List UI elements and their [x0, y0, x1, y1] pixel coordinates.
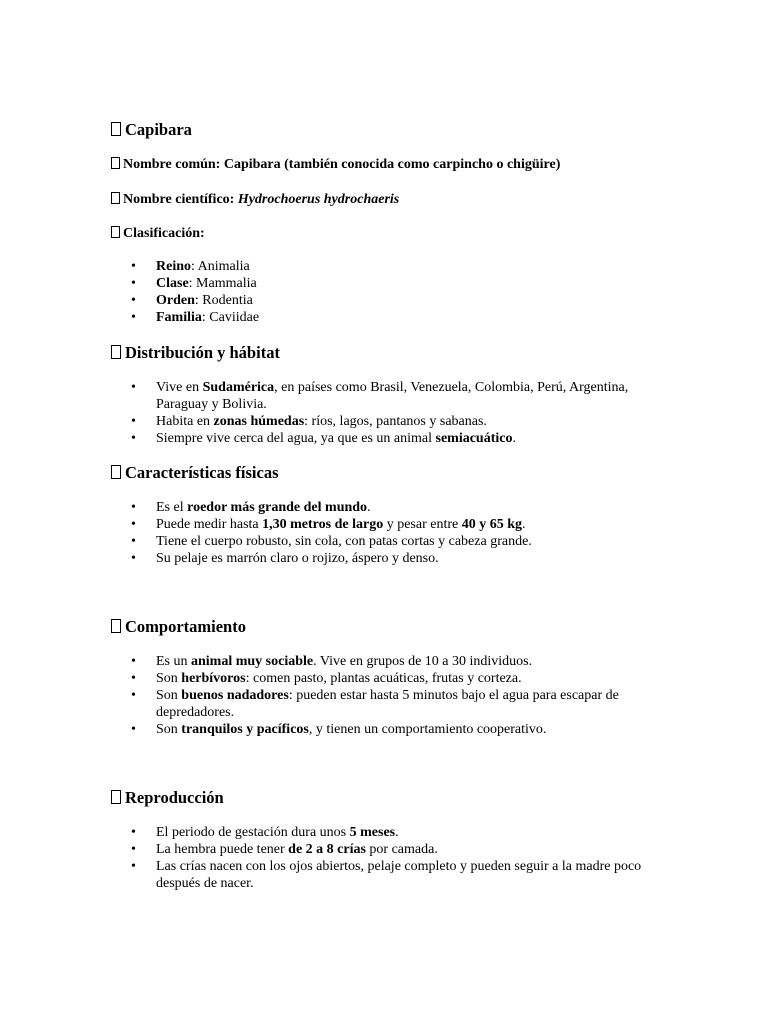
body-text: El periodo de gestación dura unos — [156, 825, 350, 840]
body-text: Son — [156, 688, 182, 703]
body-text: Son — [156, 722, 182, 737]
body-text: : ríos, lagos, pantanos y sabanas. — [304, 414, 487, 429]
body-text: La hembra puede tener — [156, 842, 289, 857]
scientific-name-value: Hydrochoerus hydrochaeris — [237, 192, 400, 207]
body-text: por camada. — [365, 842, 438, 857]
classification-value: : Rodentia — [194, 293, 253, 308]
section-heading-text: Características físicas — [125, 463, 279, 482]
emphasis-text: animal muy sociable — [191, 654, 314, 669]
body-text: : comen pasto, plantas acuáticas, frutas y corteza. — [245, 671, 522, 686]
emphasis-text: 40 y 65 kg — [461, 517, 523, 532]
emphasis-text: Sudamérica — [202, 380, 275, 395]
list-item — [111, 824, 676, 841]
list-item — [111, 550, 676, 567]
emphasis-text: tranquilos y pacíficos — [181, 722, 309, 737]
list-item — [111, 430, 676, 447]
body-text: Puede medir hasta — [156, 517, 263, 532]
classification-heading — [111, 225, 671, 243]
classification-item — [111, 309, 676, 326]
list-item — [111, 379, 676, 413]
section-list-reproduction — [111, 824, 671, 892]
body-text: , en países como Brasil, Venezuela, Colombia, Perú, Argentina, Paraguay y Bolivia. — [156, 380, 629, 412]
section-heading-distribution — [111, 343, 671, 363]
common-name-value: Capibara (también conocida como carpincho o chigüire) — [223, 157, 561, 172]
section-heading-text: Reproducción — [125, 788, 224, 807]
list-item — [111, 841, 676, 858]
emphasis-text: 1,30 metros de largo — [262, 517, 384, 532]
list-item — [111, 413, 676, 430]
list-item — [111, 721, 676, 738]
ruler-emoji-icon — [111, 465, 121, 479]
label-emoji-icon — [111, 157, 120, 169]
section-heading-reproduction — [111, 788, 671, 808]
classification-value: : Animalia — [191, 259, 250, 274]
section-list-behavior — [111, 653, 671, 738]
scientific-name-label: Nombre científico: — [123, 192, 235, 207]
page-title-text: Capibara — [125, 120, 192, 139]
globe-emoji-icon — [111, 345, 121, 359]
body-text: Habita en — [156, 414, 214, 429]
body-text: Su pelaje es marrón claro o rojizo, áspero y denso. — [156, 551, 439, 566]
list-item — [111, 670, 676, 687]
emphasis-text: zonas húmedas — [213, 414, 305, 429]
microscope-emoji-icon — [111, 192, 120, 204]
body-text: Es el — [156, 500, 188, 515]
people-emoji-icon — [111, 619, 121, 633]
body-text: . — [512, 431, 516, 446]
books-emoji-icon — [111, 226, 120, 238]
classification-key: Reino — [156, 259, 191, 274]
body-text: Es un — [156, 654, 191, 669]
emphasis-text: 5 meses — [349, 825, 396, 840]
list-item — [111, 687, 676, 721]
capybara-emoji-icon — [111, 122, 121, 136]
list-item — [111, 499, 676, 516]
baby-emoji-icon — [111, 790, 121, 804]
classification-label: Clasificación: — [123, 226, 205, 241]
list-item — [111, 533, 676, 550]
body-text: : pueden estar hasta 5 minutos bajo el agua para escapar de depredadores. — [156, 688, 619, 720]
classification-key: Orden — [156, 293, 195, 308]
body-text: y pesar entre — [383, 517, 462, 532]
emphasis-text: herbívoros — [181, 671, 246, 686]
list-item — [111, 858, 676, 892]
list-item — [111, 516, 676, 533]
body-text: Siempre vive cerca del agua, ya que es un animal — [156, 431, 436, 446]
classification-value: : Mammalia — [188, 276, 257, 291]
body-text: , y tienen un comportamiento cooperativo. — [308, 722, 547, 737]
emphasis-text: buenos nadadores — [181, 688, 289, 703]
classification-key: Clase — [156, 276, 189, 291]
section-heading-behavior — [111, 617, 671, 637]
classification-list — [111, 258, 671, 326]
classification-item — [111, 258, 676, 275]
body-text: Las crías nacen con los ojos abiertos, pelaje completo y pueden seguir a la madre poco después de nacer. — [156, 859, 642, 891]
section-list-distribution — [111, 379, 671, 447]
classification-item — [111, 292, 676, 309]
emphasis-text: de 2 a 8 crías — [288, 842, 366, 857]
body-text: Tiene el cuerpo robusto, sin cola, con patas cortas y cabeza grande. — [156, 534, 532, 549]
classification-key: Familia — [156, 310, 202, 325]
section-heading-physical — [111, 463, 671, 483]
page-title — [111, 120, 671, 140]
body-text: . — [367, 500, 371, 515]
section-heading-text: Distribución y hábitat — [125, 343, 280, 362]
scientific-name-line — [111, 191, 671, 209]
section-list-physical — [111, 499, 671, 567]
classification-value: : Caviidae — [201, 310, 260, 325]
emphasis-text: semiacuático — [435, 431, 513, 446]
section-heading-text: Comportamiento — [125, 617, 246, 636]
common-name-line — [111, 156, 671, 174]
body-text: Vive en — [156, 380, 203, 395]
classification-item — [111, 275, 676, 292]
body-text: . — [395, 825, 399, 840]
body-text: . — [522, 517, 526, 532]
body-text: . Vive en grupos de 10 a 30 individuos. — [313, 654, 533, 669]
emphasis-text: roedor más grande del mundo — [187, 500, 368, 515]
common-name-label: Nombre común: — [123, 157, 221, 172]
body-text: Son — [156, 671, 182, 686]
list-item — [111, 653, 676, 670]
